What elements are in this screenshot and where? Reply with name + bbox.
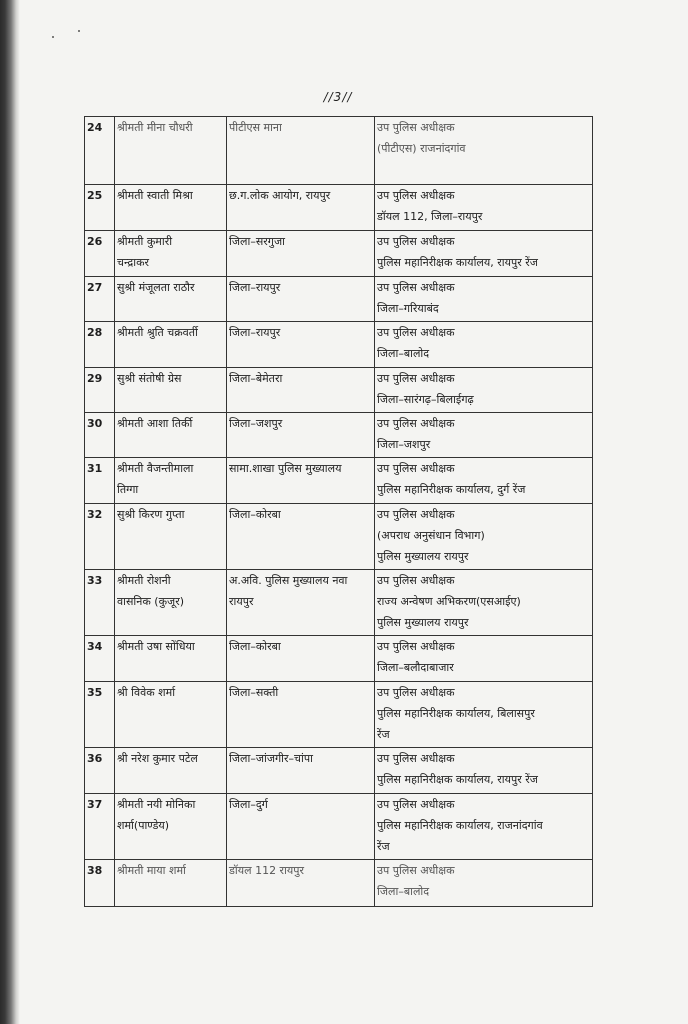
table-row <box>85 277 593 322</box>
current-posting: सामा.शाखा पुलिस मुख्यालय <box>227 458 375 504</box>
officer-name: सुश्री मंजूलता राठौर <box>115 277 227 322</box>
current-posting: जिला–कोरबा <box>227 504 375 570</box>
serial-number: 38 <box>85 860 115 907</box>
current-posting: जिला–रायपुर <box>227 322 375 368</box>
officer-name: श्रीमती रोशनी वासनिक (कुजूर) <box>115 570 227 636</box>
table-row <box>85 748 593 794</box>
table-row <box>85 231 593 277</box>
new-posting: उप पुलिस अधीक्षक जिला–बालोद <box>375 322 593 368</box>
scan-speck <box>52 36 54 38</box>
serial-number: 36 <box>85 748 115 794</box>
new-posting: उप पुलिस अधीक्षक (अपराध अनुसंधान विभाग) पुलिस मुख्यालय रायपुर <box>375 504 593 570</box>
table-row <box>85 860 593 907</box>
officer-name: श्रीमती श्रुति चक्रवर्ती <box>115 322 227 368</box>
serial-number: 30 <box>85 413 115 458</box>
new-posting: उप पुलिस अधीक्षक पुलिस महानिरीक्षक कार्यालय, राजनांदगांव रेंज <box>375 794 593 860</box>
officer-name: श्रीमती आशा तिर्की <box>115 413 227 458</box>
serial-number: 26 <box>85 231 115 277</box>
current-posting: जिला–सरगुजा <box>227 231 375 277</box>
officer-name: श्रीमती वैजन्तीमाला तिग्गा <box>115 458 227 504</box>
current-posting: जिला–सक्ती <box>227 682 375 748</box>
current-posting: डॉयल 112 रायपुर <box>227 860 375 907</box>
officer-name: श्रीमती मीना चौधरी <box>115 117 227 185</box>
current-posting: अ.अवि. पुलिस मुख्यालय नवा रायपुर <box>227 570 375 636</box>
page-binding-edge <box>0 0 20 1024</box>
table-row <box>85 117 593 185</box>
table-row <box>85 413 593 458</box>
serial-number: 35 <box>85 682 115 748</box>
serial-number: 32 <box>85 504 115 570</box>
current-posting: पीटीएस माना <box>227 117 375 185</box>
officer-name: श्रीमती नयी मोनिका शर्मा(पाण्डेय) <box>115 794 227 860</box>
serial-number: 29 <box>85 368 115 413</box>
new-posting: उप पुलिस अधीक्षक जिला–सारंगढ़–बिलाईगढ़ <box>375 368 593 413</box>
table-row <box>85 570 593 636</box>
page-number: //3// <box>323 90 353 104</box>
current-posting: जिला–दुर्ग <box>227 794 375 860</box>
table-row <box>85 185 593 231</box>
new-posting: उप पुलिस अधीक्षक पुलिस महानिरीक्षक कार्यालय, रायपुर रेंज <box>375 231 593 277</box>
new-posting: उप पुलिस अधीक्षक पुलिस महानिरीक्षक कार्यालय, रायपुर रेंज <box>375 748 593 794</box>
current-posting: छ.ग.लोक आयोग, रायपुर <box>227 185 375 231</box>
scan-speck <box>78 30 80 32</box>
new-posting: उप पुलिस अधीक्षक पुलिस महानिरीक्षक कार्यालय, बिलासपुर रेंज <box>375 682 593 748</box>
current-posting: जिला–जांजगीर–चांपा <box>227 748 375 794</box>
serial-number: 28 <box>85 322 115 368</box>
serial-number: 37 <box>85 794 115 860</box>
table-row <box>85 636 593 682</box>
table-row <box>85 322 593 368</box>
serial-number: 33 <box>85 570 115 636</box>
new-posting: उप पुलिस अधीक्षक (पीटीएस) राजनांदगांव <box>375 117 593 185</box>
serial-number: 27 <box>85 277 115 322</box>
current-posting: जिला–कोरबा <box>227 636 375 682</box>
officer-name: श्रीमती उषा सोंधिया <box>115 636 227 682</box>
current-posting: जिला–रायपुर <box>227 277 375 322</box>
table-row <box>85 504 593 570</box>
new-posting: उप पुलिस अधीक्षक जिला–गरियाबंद <box>375 277 593 322</box>
new-posting: उप पुलिस अधीक्षक पुलिस महानिरीक्षक कार्यालय, दुर्ग रेंज <box>375 458 593 504</box>
serial-number: 25 <box>85 185 115 231</box>
table-row <box>85 794 593 860</box>
officer-name: श्रीमती कुमारी चन्द्राकर <box>115 231 227 277</box>
officer-name: श्रीमती स्वाती मिश्रा <box>115 185 227 231</box>
officer-name: श्रीमती माया शर्मा <box>115 860 227 907</box>
new-posting: उप पुलिस अधीक्षक डॉयल 112, जिला–रायपुर <box>375 185 593 231</box>
current-posting: जिला–बेमेतरा <box>227 368 375 413</box>
officer-transfer-table <box>84 116 593 907</box>
officer-name: श्री विवेक शर्मा <box>115 682 227 748</box>
new-posting: उप पुलिस अधीक्षक जिला–जशपुर <box>375 413 593 458</box>
serial-number: 34 <box>85 636 115 682</box>
officer-name: सुश्री किरण गुप्ता <box>115 504 227 570</box>
officer-name: सुश्री संतोषी ग्रेस <box>115 368 227 413</box>
officer-name: श्री नरेश कुमार पटेल <box>115 748 227 794</box>
table-row <box>85 682 593 748</box>
table-row <box>85 368 593 413</box>
current-posting: जिला–जशपुर <box>227 413 375 458</box>
new-posting: उप पुलिस अधीक्षक राज्य अन्वेषण अभिकरण(एसआईए) पुलिस मुख्यालय रायपुर <box>375 570 593 636</box>
serial-number: 24 <box>85 117 115 185</box>
new-posting: उप पुलिस अधीक्षक जिला–बलौदाबाजार <box>375 636 593 682</box>
serial-number: 31 <box>85 458 115 504</box>
new-posting: उप पुलिस अधीक्षक जिला–बालोद <box>375 860 593 907</box>
table-row <box>85 458 593 504</box>
